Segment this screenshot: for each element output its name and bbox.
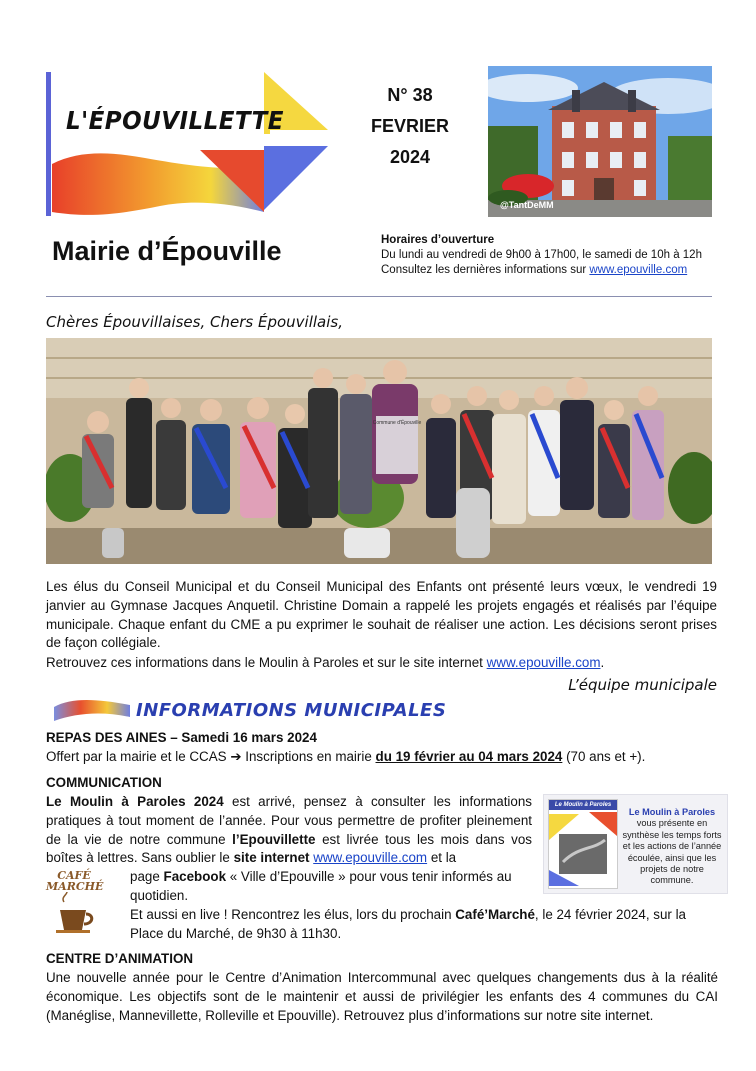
facebook-text: « Ville d’Epouville » pour vous tenir informés au quotidien.: [130, 869, 512, 903]
mairie-title: Mairie d’Épouville: [52, 236, 282, 266]
moulin-box-body: vous présente en synthèse les temps forts et les actions de l’année écoulée, ainsi que les projets de notre commune.: [622, 818, 722, 886]
town-hall-photo: [488, 66, 712, 217]
cafe-marche-name: Café’Marché: [455, 907, 535, 922]
live-prefix: Et aussi en live ! Rencontrez les élus, lors du prochain: [130, 907, 456, 922]
greeting: Chères Épouvillaises, Chers Épouvillais,: [46, 313, 343, 331]
issue-year: 2024: [389, 147, 431, 167]
intro-website-link[interactable]: www.epouville.com: [486, 655, 601, 670]
epouvillette-text: est livrée tous les mois dans vos boîtes à lettres. Sans oublier le: [46, 831, 532, 866]
communication-text: [46, 793, 532, 868]
moulin-box-title: Le Moulin à Paroles: [628, 807, 716, 817]
site-label: site internet: [233, 850, 310, 866]
arrow-icon: ➔: [230, 749, 242, 764]
issue-month: FEVRIER: [370, 116, 449, 136]
info-line: [381, 263, 702, 278]
logo-blue-shape: [264, 146, 328, 210]
repas-dates: du 19 février au 04 mars 2024: [375, 749, 563, 764]
issue-number: N° 38: [387, 85, 433, 105]
header-divider: [46, 296, 712, 297]
cafe-logo-line1: CAFÉ: [57, 869, 91, 882]
communication-heading: COMMUNICATION: [46, 775, 162, 790]
live-suffix: , le 24 février 2024, sur la Place du Marché, de 9h30 à 11h30.: [130, 907, 687, 941]
issue-info: [352, 80, 468, 173]
logo-graphic: [50, 72, 270, 218]
section-title: INFORMATIONS MUNICIPALES: [136, 700, 447, 721]
signature: L’équipe municipale: [568, 676, 717, 694]
coffee-cup-icon: [46, 892, 102, 936]
moulin-cover-title: Le Moulin à Paroles: [549, 800, 617, 810]
retrouvez-prefix: Retrouvez ces informations dans le Moulin à Paroles et sur le site internet: [46, 655, 487, 670]
photo-credit: @TantDeMM: [500, 200, 554, 210]
moulin-text: est arrivé, pensez à consulter les informations pratiques à tout moment de l’année. Pour vous permettre de profiter pleinement de la vie de notre commune: [46, 794, 533, 847]
moulin-title: Le Moulin à Paroles 2024: [46, 794, 224, 809]
facebook-line: [130, 868, 532, 906]
repas-mid: Inscriptions en mairie: [241, 749, 376, 764]
epouvillette-name: l’Epouvillette: [232, 831, 316, 847]
cafe-logo-line2: MARCHÉ: [46, 880, 104, 893]
logo-shapes-right: [264, 72, 332, 212]
repas-line: [46, 748, 726, 767]
opening-hours: [381, 233, 702, 278]
repas-prefix: Offert par la mairie et le CCAS: [46, 749, 231, 764]
logo-title: L'ÉPOUVILLETTE: [66, 106, 284, 135]
facebook-label: Facebook: [163, 869, 227, 884]
centre-heading: CENTRE D’ANIMATION: [46, 951, 194, 966]
podium-sign-text: Commune d'Épouville: [372, 420, 422, 426]
info-prefix: Consultez les dernières informations sur: [381, 264, 590, 276]
repas-suffix: (70 ans et +).: [562, 749, 646, 764]
centre-text: Une nouvelle année pour le Centre d’Animation Intercommunal avec quelques changements dus à la réalité économique. Les objectifs sont de le maintenir et aussi de privilégier les enfants des 4 communes du CAI (Manéglise, Mannevillette, Rolleville et Epouville). Retrouvez plus d’informations sur notre site internet.: [46, 970, 718, 1023]
moulin-box-text: [620, 807, 724, 887]
page-prefix: page: [130, 869, 164, 884]
retrouvez-suffix: .: [600, 655, 605, 670]
voeux-group-photo: [46, 338, 712, 564]
intro-retrouvez: [46, 654, 717, 673]
hours-line: Du lundi au vendredi de 9h00 à 17h00, le samedi de 10h à 12h: [381, 249, 702, 261]
site-text: et la: [427, 850, 457, 866]
repas-heading: REPAS DES AINES – Samedi 16 mars 2024: [46, 730, 317, 745]
intro-paragraph: Les élus du Conseil Municipal et du Conseil Municipal des Enfants ont présenté leurs vœux, le vendredi 19 janvier au Gymnase Jacques Anquetil. Christine Domain a rappelé les projets engagés et réalisés par l’équipe municipale. Chaque enfant du CME a pu exprimer le souhait de réaliser une action. Les décisions seront prises de façon collégiale.: [46, 579, 717, 651]
hours-title: Horaires d’ouverture: [381, 234, 495, 246]
moulin-cover: [548, 799, 618, 889]
communication-website-link[interactable]: www.epouville.com: [313, 850, 428, 866]
cafe-marche-line: [130, 906, 722, 944]
header-website-link[interactable]: www.epouville.com: [589, 264, 688, 276]
cafe-marche-logo: [46, 870, 102, 940]
section-swoosh-icon: [52, 695, 132, 725]
moulin-a-paroles-box: [543, 794, 728, 894]
